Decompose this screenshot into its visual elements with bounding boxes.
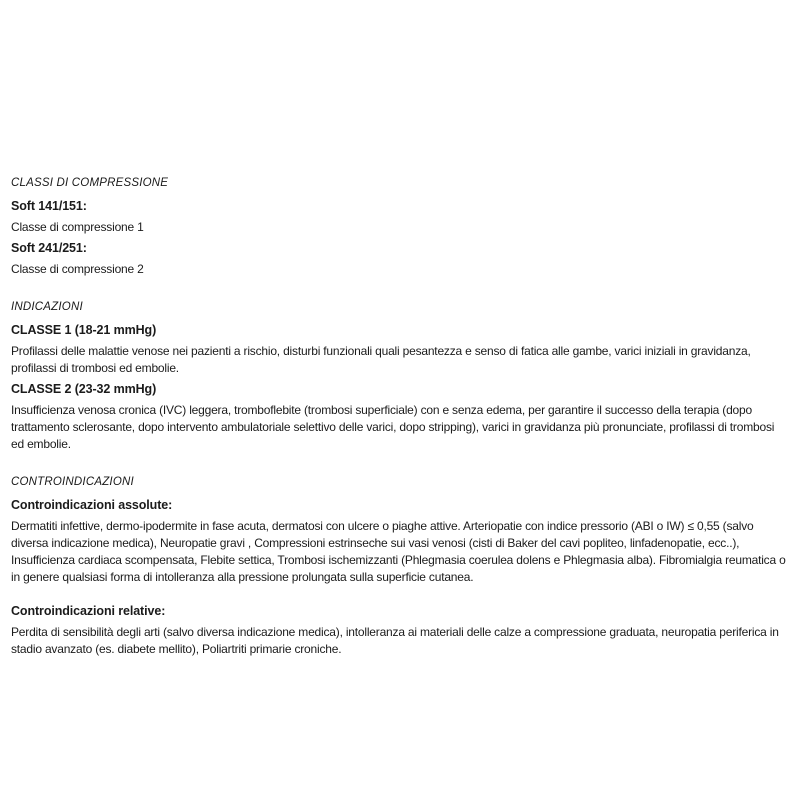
- absolute-contraindications-text: Dermatiti infettive, dermo-ipodermite in fase acuta, dermatosi con ulcere o piaghe attive. Arteriopatie con indice pressorio (ABI o IW) ≤ 0,55 (salvo diversa indicazione medica), Neuropatie gravi , Compressioni estrinseche sui vasi venosi (cisti di Baker del cavi popliteo, linfadenopatie, ecc..), Insufficienza cardiaca scompensata, Flebite settica, Trombosi ischemizzanti (Phlegmasia coerulea dolens e Phlegmasia alba). Fibromialgia reumatica o in genere qualsiasi forma di intolleranza alla pressione prolungata sulla superficie cutanea.: [11, 519, 786, 584]
- controindicazioni-heading: CONTROINDICAZIONI: [11, 476, 134, 488]
- classe-2-pressure-label: CLASSE 2 (23-32 mmHg): [11, 382, 157, 396]
- classi-di-compressione-heading: CLASSI DI COMPRESSIONE: [11, 177, 169, 189]
- soft-141-151-label: Soft 141/151:: [11, 199, 87, 213]
- controindicazioni-relative-label: Controindicazioni relative:: [11, 604, 166, 618]
- relative-contraindications-text: Perdita di sensibilità degli arti (salvo diversa indicazione medica), intolleranza ai materiali delle calze a compressione graduata, neuropatia periferica in stadio avanzato (es. diabete mellito), Poliartriti primarie croniche.: [11, 625, 779, 656]
- controindicazioni-assolute-label: Controindicazioni assolute:: [11, 498, 173, 512]
- classe-1-pressure-label: CLASSE 1 (18-21 mmHg): [11, 323, 157, 337]
- classe-1-indications-text: Profilassi delle malattie venose nei pazienti a rischio, disturbi funzionali quali pesantezza e senso di fatica alle gambe, varici iniziali in gravidanza, profilassi di trombosi ed embolie.: [11, 344, 751, 375]
- section-indicazioni: [11, 300, 790, 453]
- classe-di-compressione-2-text: Classe di compressione 2: [11, 262, 144, 276]
- soft-241-251-label: Soft 241/251:: [11, 241, 87, 255]
- classe-di-compressione-1-text: Classe di compressione 1: [11, 220, 144, 234]
- section-classi-di-compressione: [11, 176, 790, 278]
- section-controindicazioni: [11, 475, 790, 658]
- indicazioni-heading: INDICAZIONI: [11, 301, 83, 313]
- classe-2-indications-text: Insufficienza venosa cronica (IVC) leggera, tromboflebite (trombosi superficiale) con e senza edema, per garantire il successo della terapia (dopo trattamento sclerosante, dopo intervento ambulatoriale selettivo delle varici, dopo stripping), varici in gravidanza più pronunciate, profilassi di trombosi ed embolie.: [11, 403, 775, 451]
